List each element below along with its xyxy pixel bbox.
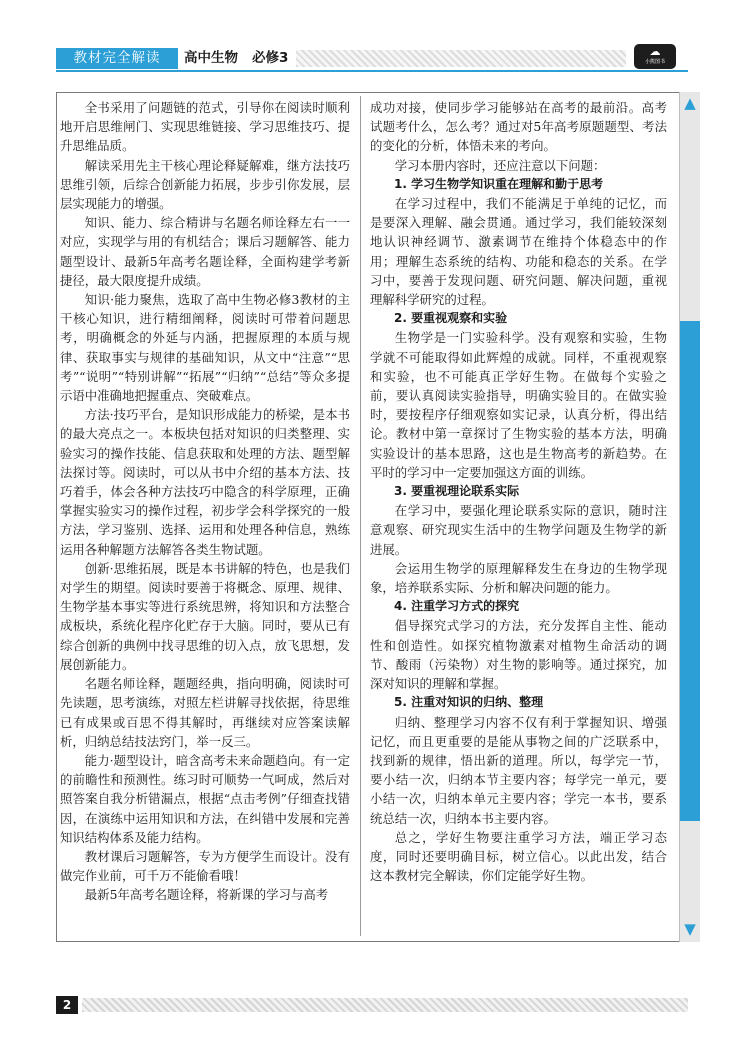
paragraph: 会运用生物学的原理解释发生在身边的生物学现象，培养联系实际、分析和解决问题的能力。 — [370, 560, 667, 596]
paragraph: 知识·能力聚焦，选取了高中生物必修3教材的主干核心知识，进行精细阐释，阅读时可带着问题思考，明确概念的外延与内涵，把握原理的本质与规律、获取事实与规律的基础知识，从文中“注意”“思考”“说明”“特别讲解”“拓展”“归纳”“总结”等众多提示语中准确地把握重点、突破难点。 — [60, 292, 350, 404]
scroll-up-icon[interactable]: ▲ — [684, 94, 696, 112]
paragraph: 生物学是一门实验科学。没有观察和实验，生物学就不可能取得如此辉煌的成就。同样，不重视观察和实验，也不可能真正学好生物。在做每个实验之前，要认真阅读实验指导，明确实验目的。在做实验时，要按程序仔细观察如实记录，认真分析，得出结论。教材中第一章探讨了生物实验的基本方法，明确实验设计的基本思路，这也是生物高考的新趋势。在平时的学习中一定要加强这方面的训练。 — [370, 330, 667, 480]
scroll-thumb[interactable] — [680, 321, 700, 821]
paragraph: 在学习中，要强化理论联系实际的意识，随时注意观察、研究现实生活中的生物学问题及生物学的新进展。 — [370, 503, 667, 557]
section-tab: 教材完全解读 — [56, 48, 178, 69]
paragraph: 归纳、整理学习内容不仅有利于掌握知识、增强记忆，而且更重要的是能从事物之间的广泛联系中，找到新的规律，悟出新的道理。所以，每学完一节，要小结一次，归纳本节主要内容；每学完一单元，要小结一次，归纳本单元主要内容；学完一本书，要系统总结一次，归纳本书主要内容。 — [370, 714, 667, 826]
vertical-scrollbar[interactable] — [679, 92, 700, 942]
section-heading: 3. 要重视理论联系实际 — [394, 484, 520, 499]
page-footer — [56, 996, 688, 1016]
paragraph: 能力·题型设计，暗含高考未来命题趋向。有一定的前瞻性和预测性。练习时可顺势一气呵成，然后对照答案自我分析错漏点，根据“点击考例”仔细查找错因，在演练中运用知识和方法，在纠错中发展和完善知识结构体系及能力结构。 — [60, 752, 350, 845]
header-rule — [56, 70, 688, 72]
footer-decor-band — [82, 998, 688, 1012]
section-heading: 4. 注重学习方式的探究 — [394, 599, 520, 614]
logo-text: 小熊图书 — [644, 59, 665, 65]
scroll-down-icon[interactable]: ▼ — [684, 920, 696, 938]
section-heading: 2. 要重视观察和实验 — [394, 311, 508, 326]
right-column — [370, 98, 667, 885]
column-divider — [360, 96, 361, 936]
paragraph: 倡导探究式学习的方法，充分发挥自主性、能动性和创造性。如探究植物激素对植物生命活动的调节、酸雨（污染物）对生物的影响等。通过探究，加深对知识的理解和掌握。 — [370, 618, 667, 692]
bear-logo-icon: ☁ — [649, 45, 661, 58]
paragraph: 总之，学好生物要注重学习方法，端正学习态度，同时还要明确目标，树立信心。以此出发，结合这本教材完全解读，你们定能学好生物。 — [370, 829, 667, 884]
left-column — [60, 98, 350, 905]
paragraph: 在学习过程中，我们不能满足于单纯的记忆，而是要深入理解、融会贯通。通过学习，我们能较深刻地认识神经调节、激素调节在维持个体稳态中的作用；理解生态系统的结构、功能和稳态的关系。在学习中，要善于发现问题、研究问题、解决问题，重视理解科学研究的过程。 — [370, 196, 667, 308]
header-decor-band — [296, 50, 626, 67]
section-heading: 1. 学习生物学知识重在理解和勤于思考 — [394, 176, 604, 191]
volume-label: 必修3 — [252, 50, 289, 66]
paragraph: 解读采用先主干核心理论释疑解难，继方法技巧思维引领，后综合创新能力拓展，步步引你发展，层层实现能力的增强。 — [60, 157, 350, 212]
page-header — [56, 44, 688, 70]
paragraph: 学习本册内容时，还应注意以下问题： — [394, 157, 606, 173]
paragraph: 名题名师诠释，题题经典，指向明确，阅读时可先读题，思考演练，对照左栏讲解寻找依据，待思维已有成果或百思不得其解时，再继续对应答案读解析，归纳总结技法窍门，举一反三。 — [60, 676, 350, 749]
subject-label: 高中生物 — [184, 50, 238, 66]
paragraph: 最新5年高考名题诠释，将新课的学习与高考 — [84, 887, 329, 903]
book-title — [184, 48, 302, 69]
paragraph: 教材课后习题解答，专为方便学生而设计。没有做完作业前，可千万不能偷看哦！ — [60, 848, 350, 884]
paragraph: 成功对接，使同步学习能够站在高考的最前沿。高考试题考什么，怎么考？通过对5年高考原题题型、考法的变化的分析，体悟未来的考向。 — [370, 100, 667, 154]
paragraph: 知识、能力、综合精讲与名题名师诠释左右一一对应，实现学与用的有机结合；课后习题解答、能力题型设计、最新5年高考名题诠释，全面构建学考新捷径，最大限度提升成绩。 — [60, 215, 350, 288]
paragraph: 全书采用了问题链的范式，引导你在阅读时顺利地开启思维闸门、实现思维链接、学习思维技巧、提升思维品质。 — [60, 100, 350, 154]
publisher-logo — [634, 44, 676, 69]
paragraph: 创新·思维拓展，既是本书讲解的特色，也是我们对学生的期望。阅读时要善于将概念、原理、规律、生物学基本事实等进行系统思辨，将知识和方法整合成板块，系统化程序化贮存于大脑。同时，要从已有综合创新的典例中找寻思维的切入点，放飞思想，发展创新能力。 — [60, 560, 350, 672]
section-heading: 5. 注重对知识的归纳、整理 — [394, 695, 544, 710]
paragraph: 方法·技巧平台，是知识形成能力的桥梁，是本书的最大亮点之一。本板块包括对知识的归类整理、实验实习的操作技能、信息获取和处理的方法、题型解法探讨等。阅读时，可以从书中介绍的基本方法、技巧着手，体会各种方法技巧中隐含的科学原理，正确掌握实验实习的操作过程，初步学会科学探究的一般方法，学习鉴别、选择、运用和处理各种信息，熟练运用各种解题方法解答各类生物试题。 — [60, 407, 350, 557]
page-number: 2 — [56, 996, 78, 1014]
